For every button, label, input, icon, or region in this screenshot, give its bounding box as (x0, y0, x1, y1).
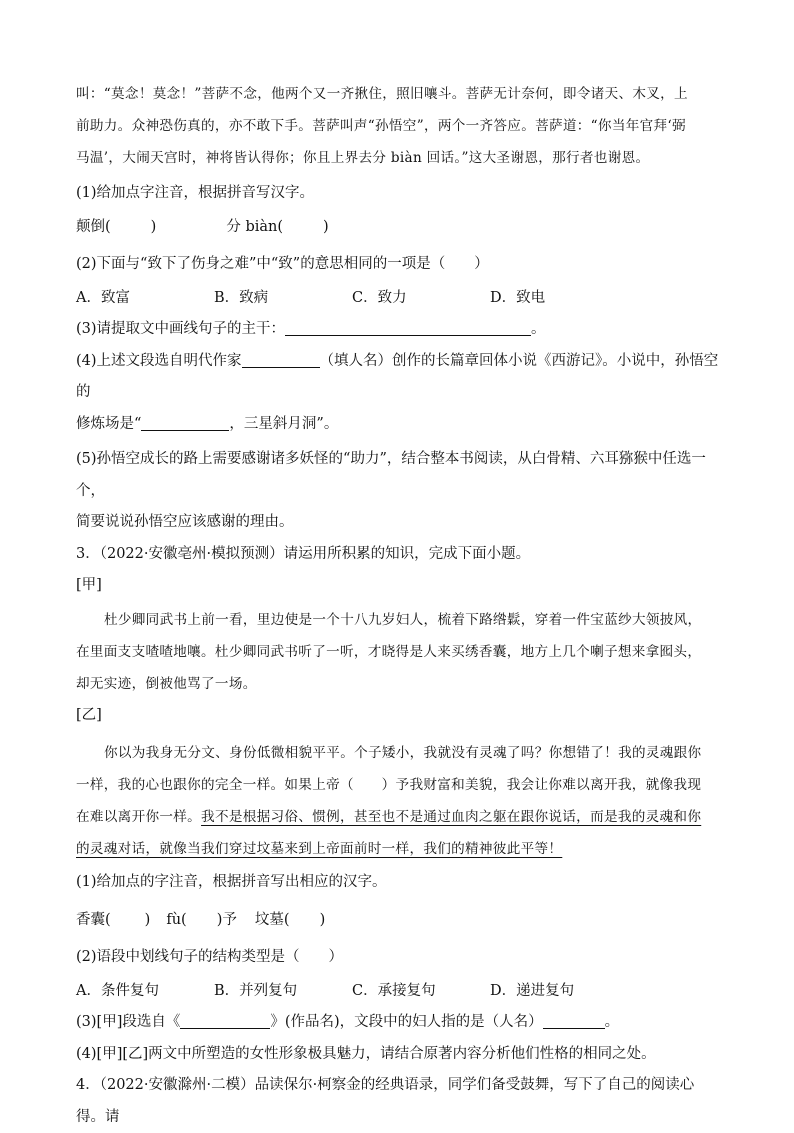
question-text: (4)上述文段选自明代作家 (76, 352, 242, 369)
option-a: A．致富 (76, 289, 130, 306)
question-3-4: (4)[甲][乙]两文中所塑造的女性形象极具魅力，请结合原著内容分析他们性格的相同之处。 (76, 1045, 656, 1062)
question-text: 》(作品名)，文段中的妇人指的是（人名） (270, 1014, 543, 1030)
question-2-5-cont: 简要说说孙悟空应该感谢的理由。 (76, 514, 294, 530)
options-row (76, 283, 720, 315)
passage-line: 马温’，大闹天宫时，神将皆认得你；你且上界去分 biàn 回话。”这大圣谢恩，那行者也谢恩。 (76, 150, 650, 166)
question-text: （填人名）创作的长篇章回体小说《西游记》。小说中，孙悟空的 (76, 352, 719, 400)
question-2-1-items (76, 212, 720, 244)
passage-line: 前助力。众神恐伤真的，亦不敢下手。菩萨叫声“孙悟空”，两个一齐答应。菩萨道：“你当年官拜‘弼 (76, 118, 686, 134)
underlined-sentence: 我不是根据习俗、惯例，甚至也不是通过血肉之躯在跟你说话，而是我的灵魂和你 (201, 809, 702, 825)
question-3-1: (1)给加点的字注音，根据拼音写出相应的汉字。 (76, 874, 387, 890)
question-text: 。 (604, 1014, 620, 1030)
item-text: ) (144, 911, 151, 928)
item-text: 颠倒( (76, 218, 111, 235)
passage-line: 叫：“莫念！莫念！”菩萨不念，他两个又一齐揪住，照旧嚷斗。菩萨无计奈何，即令诸天、木叉，上 (76, 86, 688, 102)
question-text: 修炼场是“ (76, 415, 142, 432)
question-2-5: (5)孙悟空成长的路上需要感谢诸多妖怪的“助力”，结合整本书阅读，从白骨精、六耳猕猴中任选一个， (76, 451, 706, 499)
section-label-yi: [乙] (76, 706, 102, 723)
option-d: D．致电 (490, 289, 546, 306)
passage-line: 杜少卿同武书上前一看，里边使是一个十八九岁妇人，梳着下路绺鬏，穿着一件宝蓝纱大领披风， (104, 611, 702, 628)
answer-blank[interactable] (285, 319, 531, 336)
question-text: 。 (531, 321, 546, 337)
option-c: C．致力 (352, 289, 407, 306)
passage-line: 却无实迹，倒被他骂了一场。 (76, 675, 257, 692)
item-text: fù( (166, 911, 187, 928)
question-3-3 (76, 1007, 720, 1039)
item-text: 香囊( (76, 911, 111, 928)
question-2-3 (76, 314, 720, 346)
answer-blank[interactable] (180, 1012, 270, 1029)
question-2-2: (2)下面与“致下了伤身之难”中“致”的意思相同的一项是（ ） (76, 256, 489, 272)
answer-blank[interactable] (242, 351, 320, 368)
underlined-sentence: 的灵魂对话，就像当我们穿过坟墓来到上帝面前时一样，我们的精神彼此平等！ (76, 841, 563, 857)
option-c: C．承接复句 (352, 982, 436, 999)
item-text: ) (150, 218, 157, 235)
item-text: 分 biàn( (226, 218, 284, 235)
option-b: B．致病 (214, 289, 269, 306)
passage-line: 一样，我的心也跟你的完全一样。如果上帝（ ）予我财富和美貌，我会让你难以离开我，就像我现 (76, 777, 702, 793)
item-text: )予 (216, 911, 237, 928)
answer-blank[interactable] (141, 414, 229, 431)
question-2-1: (1)给加点字注音，根据拼音写汉字。 (76, 185, 315, 201)
passage-line: 在里面支支喳喳地嚷。杜少卿同武书听了一听，才晓得是人来买绣香囊，地方上几个喇子想来拿囮头， (76, 643, 702, 660)
passage-line (76, 833, 720, 865)
question-4-title: 4．（2022·安徽滁州·二模）品读保尔·柯察金的经典语录，同学们备受鼓舞，写下了自己的阅读心得。请 (76, 1077, 695, 1125)
question-2-4-cont (76, 409, 720, 441)
answer-blank[interactable] (543, 1012, 605, 1029)
passage-line (76, 801, 720, 833)
item-text: ) (323, 218, 329, 235)
option-a: A．条件复句 (76, 982, 159, 999)
question-3-title: 3．（2022·安徽亳州·模拟预测）请运用所积累的知识，完成下面小题。 (76, 545, 531, 562)
question-text: ，三星斜月洞”。 (229, 415, 339, 432)
option-b: B．并列复句 (214, 982, 298, 999)
section-label-jia: [甲] (76, 577, 102, 593)
passage-text: 在难以离开你一样。 (76, 809, 202, 825)
question-3-1-items (76, 905, 720, 937)
document-page (76, 78, 720, 1133)
question-text: (3)[甲]段选自《 (76, 1014, 181, 1030)
options-row (76, 976, 720, 1008)
passage-line: 你以为我身无分文、身份低微相貌平平。个子矮小，我就没有灵魂了吗？你想错了！我的灵魂跟你 (104, 745, 702, 761)
option-d: D．递进复句 (490, 982, 575, 999)
item-text: ) (319, 911, 326, 928)
question-text: (3)请提取文中画线句子的主干： (76, 321, 286, 337)
item-text: 坟墓( (254, 911, 290, 928)
question-3-2: (2)语段中划线句子的结构类型是（ ） (76, 949, 344, 965)
question-2-4 (76, 346, 720, 409)
